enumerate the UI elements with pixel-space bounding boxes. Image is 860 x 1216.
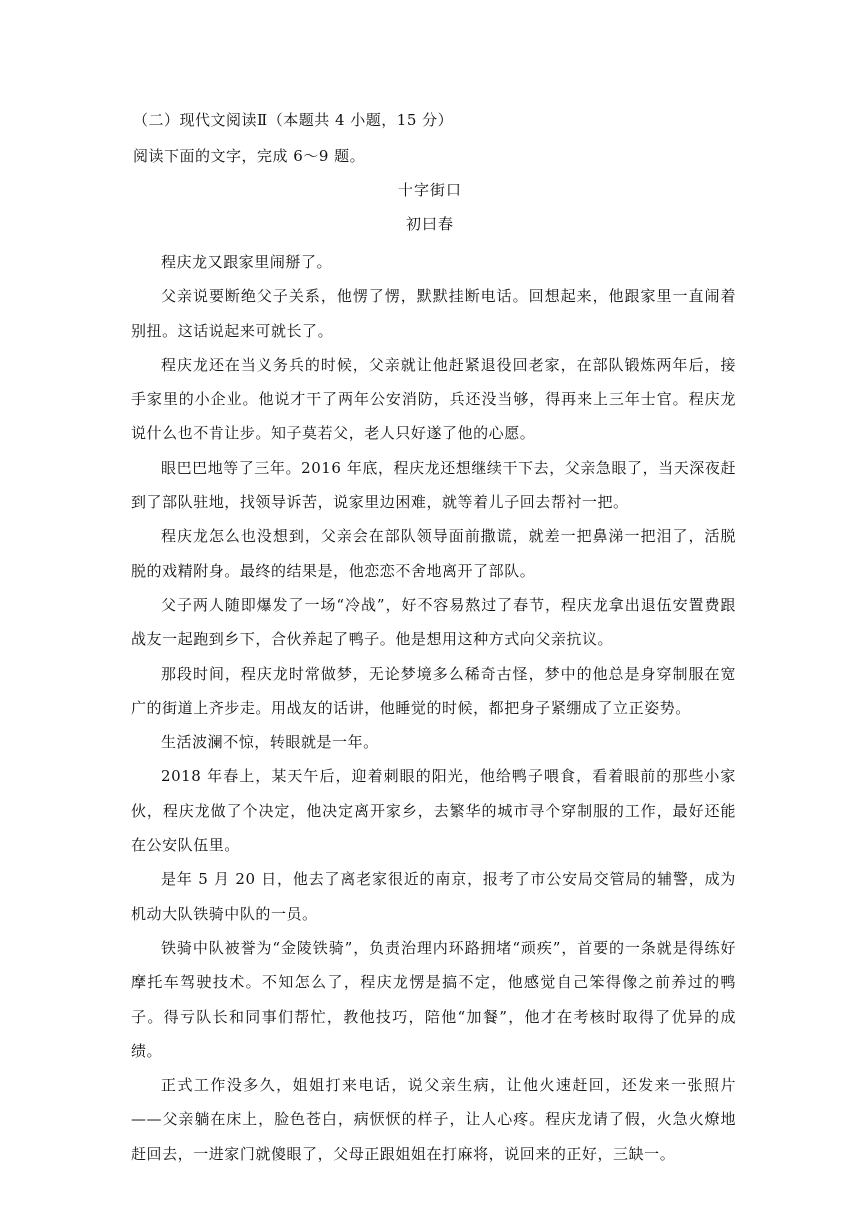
- article-title: 十字街口: [397, 181, 462, 199]
- reading-instruction: 阅读下面的文字，完成 6～9 题。: [133, 147, 366, 165]
- section-heading: （二）现代文阅读Ⅱ（本题共 4 小题，15 分）: [133, 111, 454, 129]
- paragraph: 父子两人随即爆发了一场“冷战”，好不容易熬过了春节，程庆龙拿出退伍安置费跟战友一起跑到乡下，合伙养起了鸭子。他是想用这种方式向父亲抗议。: [131, 595, 736, 649]
- paragraph: 眼巴巴地等了三年。2016 年底，程庆龙还想继续干下去，父亲急眼了，当天深夜赶到了部队驻地，找领导诉苦，说家里边困难，就等着儿子回去帮衬一把。: [131, 458, 736, 512]
- paragraph: 那段时间，程庆龙时常做梦，无论梦境多么稀奇古怪，梦中的他总是身穿制服在宽广的街道上齐步走。用战友的话讲，他睡觉的时候，都把身子紧绷成了立正姿势。: [131, 664, 736, 717]
- article-body: [131, 245, 736, 1171]
- paragraph: 程庆龙怎么也没想到，父亲会在部队领导面前撒谎，就差一把鼻涕一把泪了，活脱脱的戏精附身。最终的结果是，他恋恋不舍地离开了部队。: [131, 527, 736, 580]
- paragraph: 2018 年春上，某天午后，迎着刺眼的阳光，他给鸭子喂食，看着眼前的那些小家伙，程庆龙做了个决定，他决定离开家乡，去繁华的城市寻个穿制服的工作，最好还能在公安队伍里。: [131, 767, 736, 855]
- paragraph: 父亲说要断绝父子关系，他愣了愣，默默挂断电话。回想起来，他跟家里一直闹着别扭。这话说起来可就长了。: [131, 287, 736, 340]
- paragraph: 正式工作没多久，姐姐打来电话，说父亲生病，让他火速赶回，还发来一张照片——父亲躺在床上，脸色苍白，病恹恹的样子，让人心疼。程庆龙请了假，火急火燎地赶回去，一进家门就傻眼了，父母正跟姐姐在打麻将，说回来的正好，三缺一。: [131, 1076, 736, 1163]
- paragraph: 生活波澜不惊，转眼就是一年。: [161, 733, 379, 752]
- article-author: 初曰春: [405, 215, 454, 233]
- paragraph: 程庆龙又跟家里闹掰了。: [161, 253, 333, 271]
- paragraph: 铁骑中队被誉为“金陵铁骑”，负责治理内环路拥堵“顽疾”，首要的一条就是得练好摩托车驾驶技术。不知怎么了，程庆龙愣是搞不定，他感觉自己笨得像之前养过的鸭子。得亏队长和同事们帮忙，教他技巧，陪他“加餐”，他才在考核时取得了优异的成绩。: [131, 938, 736, 1060]
- paragraph: 是年 5 月 20 日，他去了离老家很近的南京，报考了市公安局交管局的辅警，成为机动大队铁骑中队的一员。: [131, 870, 736, 923]
- paragraph: 程庆龙还在当义务兵的时候，父亲就让他赶紧退役回老家，在部队锻炼两年后，接手家里的小企业。他说才干了两年公安消防，兵还没当够，得再来上三年士官。程庆龙说什么也不肯让步。知子莫若父，老人只好遂了他的心愿。: [131, 355, 736, 443]
